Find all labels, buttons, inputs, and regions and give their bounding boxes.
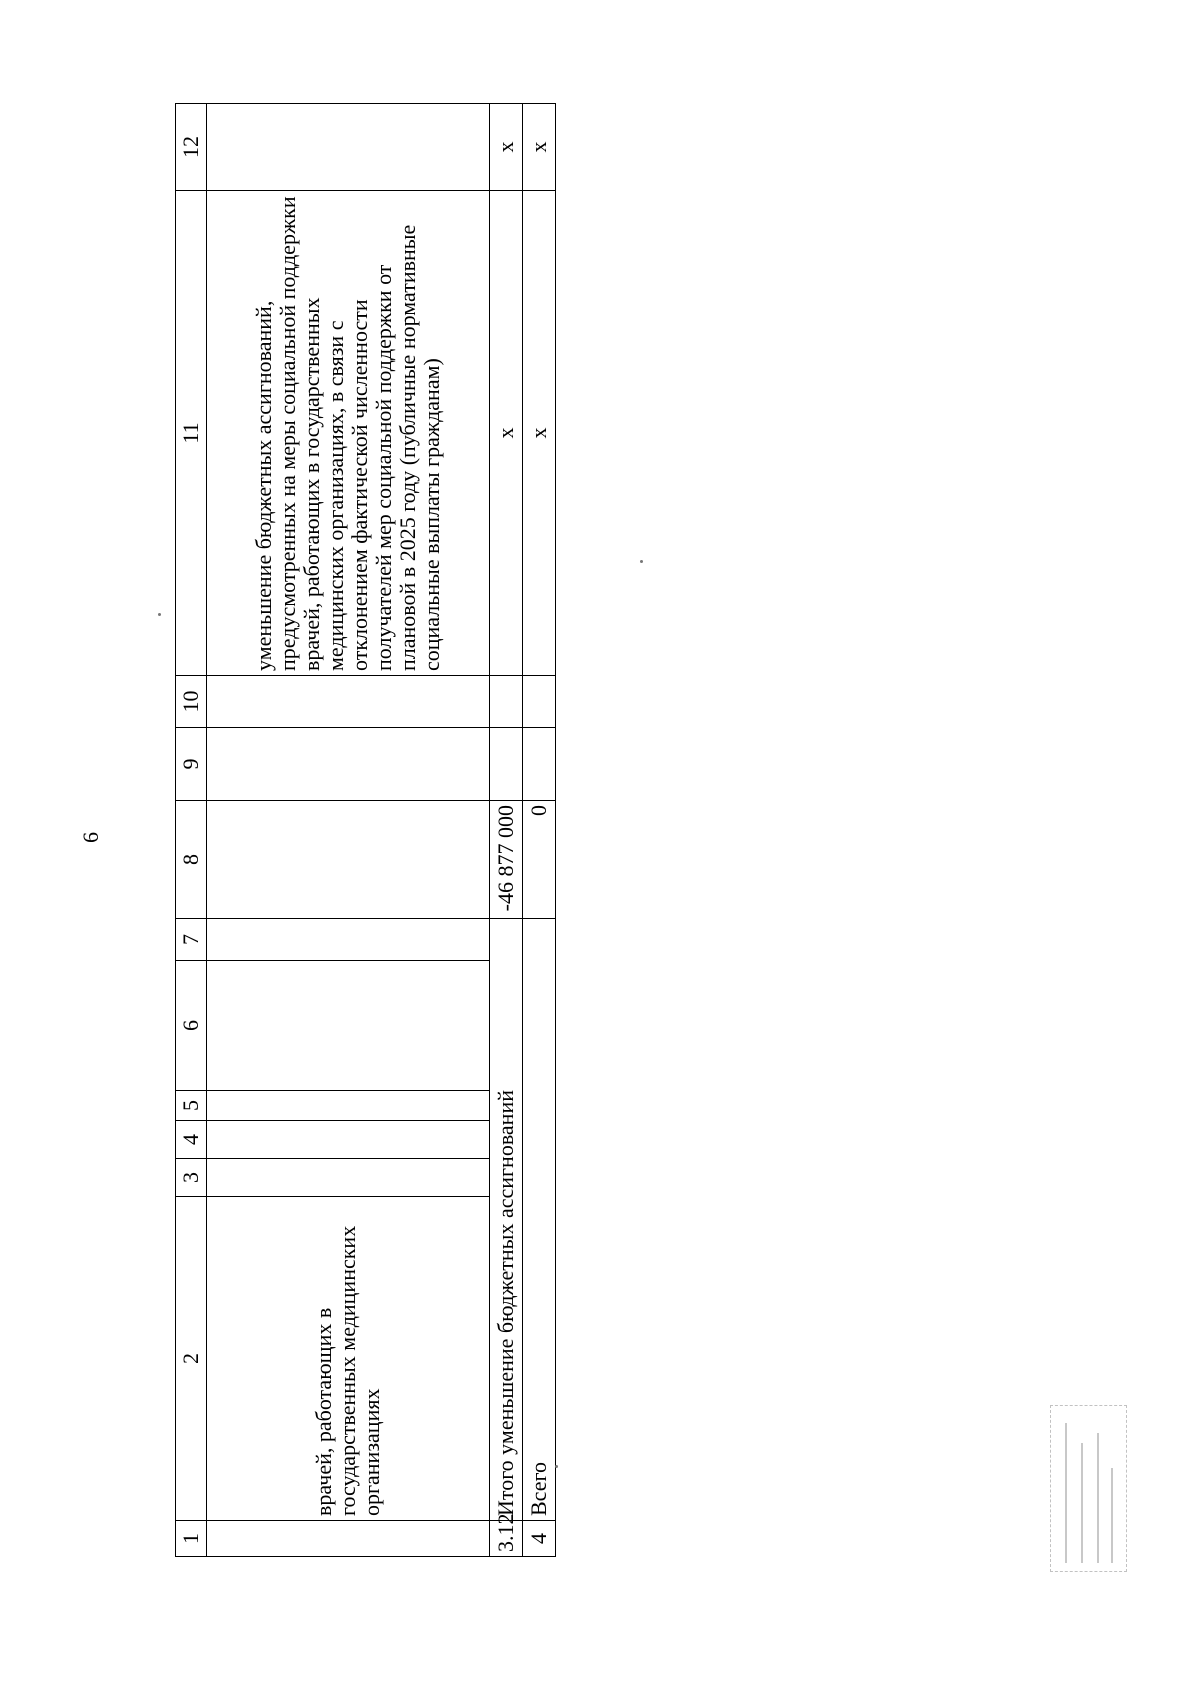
row-amount: 0 (523, 801, 556, 919)
cell-empty (523, 728, 556, 801)
row-amount: -46 877 000 (490, 801, 523, 919)
header-cell: 2 (176, 1197, 207, 1521)
scan-speck (640, 560, 643, 563)
row-description: врачей, работающих в государственных медицинских организациях (207, 1197, 490, 1521)
table-row (523, 104, 556, 1557)
cell-x: x (490, 104, 523, 191)
scan-speck (555, 1465, 558, 1468)
cell-empty (207, 1091, 490, 1121)
cell-empty (523, 676, 556, 728)
header-cell: 8 (176, 801, 207, 919)
cell-empty (207, 104, 490, 191)
cell-empty (207, 1121, 490, 1159)
cell-empty (490, 728, 523, 801)
row-label: Всего (523, 919, 556, 1521)
header-cell: 6 (176, 961, 207, 1091)
table-row (490, 104, 523, 1557)
cell-empty (207, 728, 490, 801)
scan-speck (158, 613, 161, 616)
header-cell: 3 (176, 1159, 207, 1197)
header-cell: 5 (176, 1091, 207, 1121)
header-cell: 9 (176, 728, 207, 801)
budget-table (175, 103, 556, 1557)
faded-stamp (1050, 1405, 1127, 1572)
table-row (207, 104, 490, 1557)
cell-x: x (523, 104, 556, 191)
header-cell: 4 (176, 1121, 207, 1159)
header-cell: 10 (176, 676, 207, 728)
header-cell: 11 (176, 191, 207, 676)
page-number: 6 (78, 832, 103, 843)
header-cell: 7 (176, 919, 207, 961)
cell-empty (207, 919, 490, 961)
cell-empty (207, 1159, 490, 1197)
header-cell: 12 (176, 104, 207, 191)
cell-x: x (523, 191, 556, 676)
cell-empty (207, 801, 490, 919)
cell-empty (207, 676, 490, 728)
row-code: 4 (523, 1521, 556, 1557)
cell-empty (207, 1521, 490, 1557)
row-justification: уменьшение бюджетных ассигнований, предусмотренных на меры социальной поддержки врачей, работающих в государственных медицинских организациях, в связи с отклонением фактической численности получателей мер социальной поддержки от плановой в 2025 году (публичные нормативные социальные выплаты гражданам) (207, 191, 490, 676)
cell-empty (207, 961, 490, 1091)
cell-x: x (490, 191, 523, 676)
header-cell: 1 (176, 1521, 207, 1557)
cell-empty (490, 676, 523, 728)
header-row (176, 104, 207, 1557)
row-label: Итого уменьшение бюджетных ассигнований (490, 919, 523, 1521)
row-code: 3.12 (490, 1521, 523, 1557)
